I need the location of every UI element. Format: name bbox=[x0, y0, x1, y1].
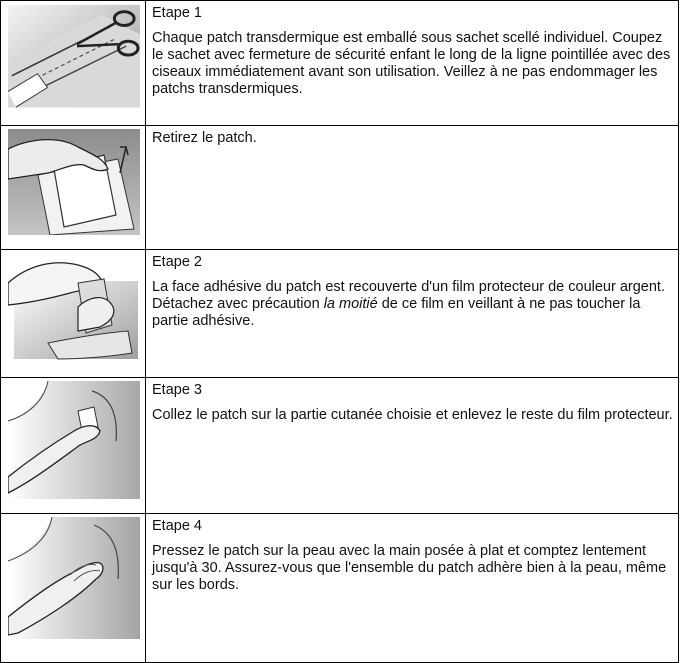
step-1-title: Etape 1 bbox=[152, 5, 202, 21]
step-2-text-after: de ce film en veillant à ne pas toucher la partie adhésive. bbox=[152, 296, 641, 329]
step-4-title: Etape 4 bbox=[152, 518, 202, 534]
step-2-text bbox=[152, 279, 673, 330]
step-5-text-cell bbox=[146, 514, 679, 663]
step-2-text-before: La face adhésive du patch est recouverte d'un film protecteur de couleur argent. Détachez avec précaution bbox=[152, 279, 665, 312]
step-3-illustration-cell bbox=[1, 250, 146, 378]
step-4-text-cell bbox=[146, 378, 679, 514]
step-1-text: Chaque patch transdermique est emballé sous sachet scellé individuel. Coupez le sachet avec fermeture de sécurité enfant le long de la ligne pointillée avec des ciseaux immédiatement avant son utilisation. Veillez à ne pas endommager les patchs transdermiques. bbox=[152, 30, 671, 97]
hands-peeling-film-icon bbox=[8, 253, 140, 361]
step-3-title: Etape 3 bbox=[152, 382, 202, 398]
step-4-illustration-cell bbox=[1, 378, 146, 514]
step-row-2 bbox=[1, 126, 679, 250]
step-1-illustration-cell bbox=[1, 1, 146, 126]
step-2-text-italic: la moitié bbox=[323, 296, 378, 312]
step-row-3 bbox=[1, 250, 679, 378]
step-2-text-cell bbox=[146, 126, 679, 250]
step-3-text-cell bbox=[146, 250, 679, 378]
step-row-4 bbox=[1, 378, 679, 514]
hand-applying-patch-shoulder-icon bbox=[8, 381, 140, 499]
step-4-text: Pressez le patch sur la peau avec la main posée à plat et comptez lentement jusqu'à 30. Assurez-vous que l'ensemble du patch adhère bien à la peau, même sur les bords. bbox=[152, 543, 667, 593]
step-5-illustration-cell bbox=[1, 514, 146, 663]
scissors-cutting-sachet-icon bbox=[8, 4, 140, 108]
step-remove-text: Retirez le patch. bbox=[152, 130, 257, 146]
step-2-title: Etape 2 bbox=[152, 254, 202, 270]
step-3-text: Collez le patch sur la partie cutanée choisie et enlevez le reste du film protecteur. bbox=[152, 407, 673, 423]
step-1-text-cell bbox=[146, 1, 679, 126]
step-row-1 bbox=[1, 1, 679, 126]
step-2-illustration-cell bbox=[1, 126, 146, 250]
step-row-5 bbox=[1, 514, 679, 663]
hand-pressing-patch-flat-icon bbox=[8, 517, 140, 639]
hand-removing-patch-icon bbox=[8, 129, 140, 235]
